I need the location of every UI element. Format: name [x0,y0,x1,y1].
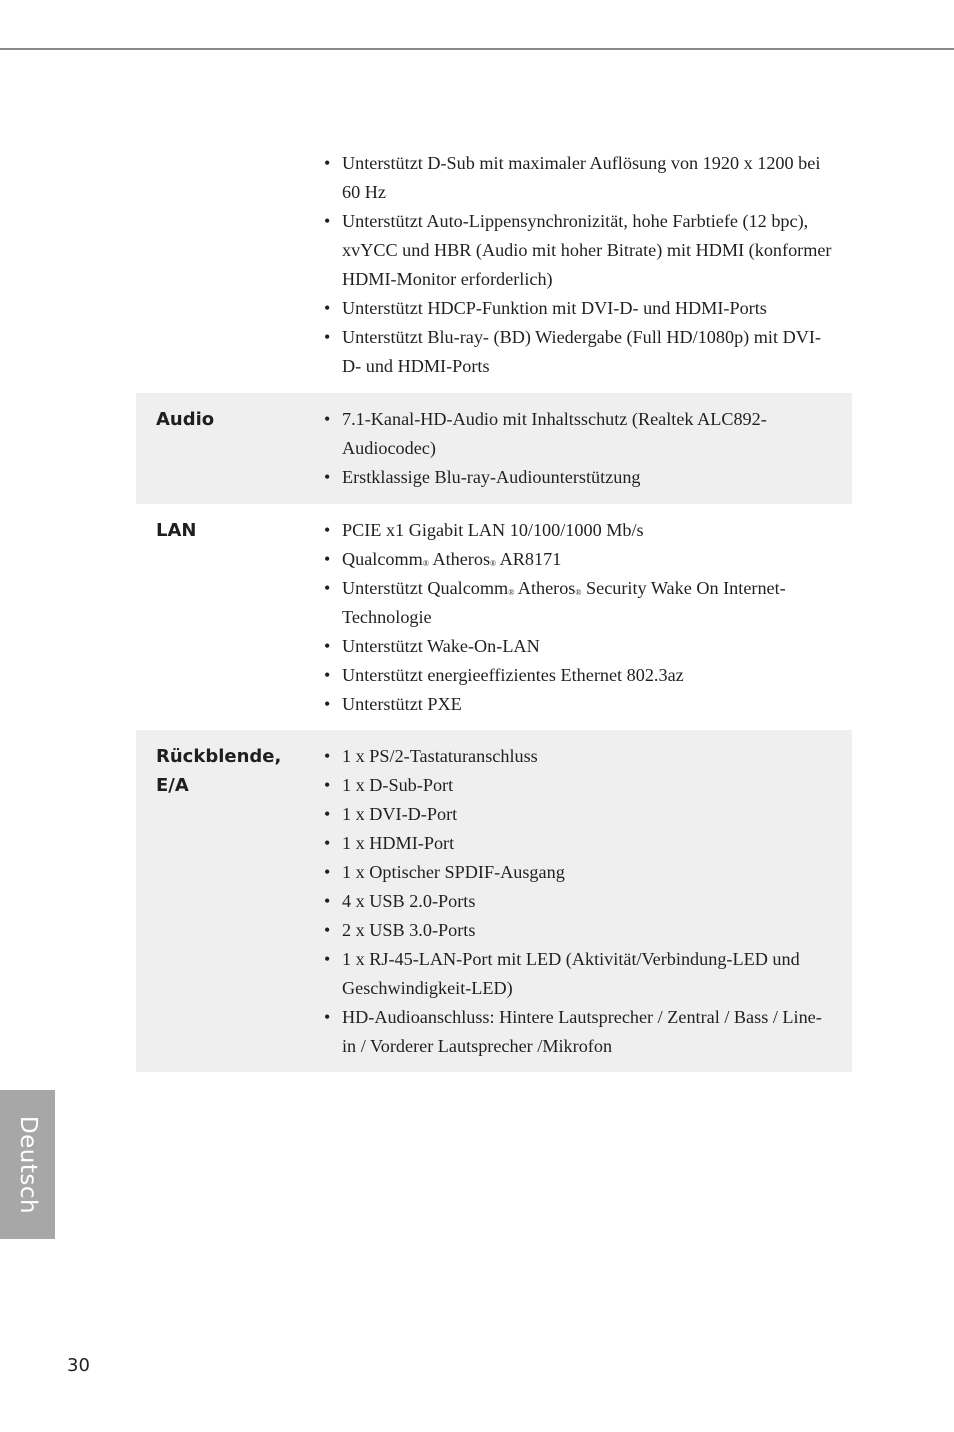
list-item: • PCIE x1 Gigabit LAN 10/100/1000 Mb/s [324,520,644,540]
list-item: • 1 x Optischer SPDIF-Ausgang [324,862,565,882]
language-side-tab [0,1090,55,1239]
list-item: • 4 x USB 2.0-Ports [324,891,476,911]
list-item: • Qualcomm® Atheros® AR8171 [324,549,562,569]
spec-row-graphics-continued [136,149,852,393]
list-item: • 1 x HDMI-Port [324,833,455,853]
list-item: • Unterstützt HDCP-Funktion mit DVI-D- und HDMI-Ports [324,298,767,318]
spec-row-lan [136,504,852,730]
registered-mark: ® [575,588,582,597]
header-rule [0,48,954,50]
spec-list [324,405,834,492]
list-item: • Unterstützt energieeffizientes Ethernet 802.3az [324,665,684,685]
spec-label: Audio [156,409,215,430]
spec-label [136,149,296,393]
registered-mark: ® [422,559,429,568]
list-item: • Unterstützt Qualcomm® Atheros® Security Wake On Internet-Technologie [324,578,786,627]
spec-list [324,149,834,381]
spec-row-rear-io [136,730,852,1072]
list-item: • 7.1-Kanal-HD-Audio mit Inhaltsschutz (Realtek ALC892-Audiocodec) [324,409,767,458]
list-item: • Erstklassige Blu-ray-Audiounterstützung [324,467,641,487]
list-item: • Unterstützt Blu-ray- (BD) Wiedergabe (Full HD/1080p) mit DVI-D- und HDMI-Ports [324,327,821,376]
list-item: • 1 x D-Sub-Port [324,775,454,795]
list-item: • Unterstützt D-Sub mit maximaler Auflösung von 1920 x 1200 bei 60 Hz [324,153,821,202]
side-tab-label: Deutsch [14,1115,41,1214]
list-item: • Unterstützt PXE [324,694,462,714]
list-item: • Unterstützt Auto-Lippensynchronizität, hohe Farbtiefe (12 bpc), xvYCC und HBR (Audio mit hoher Bitrate) mit HDMI (konformer HDMI-Monitor erforderlich) [324,211,832,289]
registered-mark: ® [490,559,497,568]
list-item: • 2 x USB 3.0-Ports [324,920,476,940]
spec-label: LAN [156,520,197,541]
spec-list [324,742,834,1061]
spec-label: Rückblende, E/A [156,746,282,796]
registered-mark: ® [508,588,515,597]
list-item: • 1 x PS/2-Tastaturanschluss [324,746,538,766]
page-number: 30 [67,1355,90,1376]
list-item: • 1 x DVI-D-Port [324,804,458,824]
list-item: • HD-Audioanschluss: Hintere Lautsprecher / Zentral / Bass / Line-in / Vorderer Lautsprecher /Mikrofon [324,1007,822,1056]
list-item: • 1 x RJ-45-LAN-Port mit LED (Aktivität/Verbindung-LED und Geschwindigkeit-LED) [324,949,800,998]
spec-table [136,149,852,1072]
list-item: • Unterstützt Wake-On-LAN [324,636,540,656]
spec-list [324,516,834,719]
spec-row-audio [136,393,852,504]
